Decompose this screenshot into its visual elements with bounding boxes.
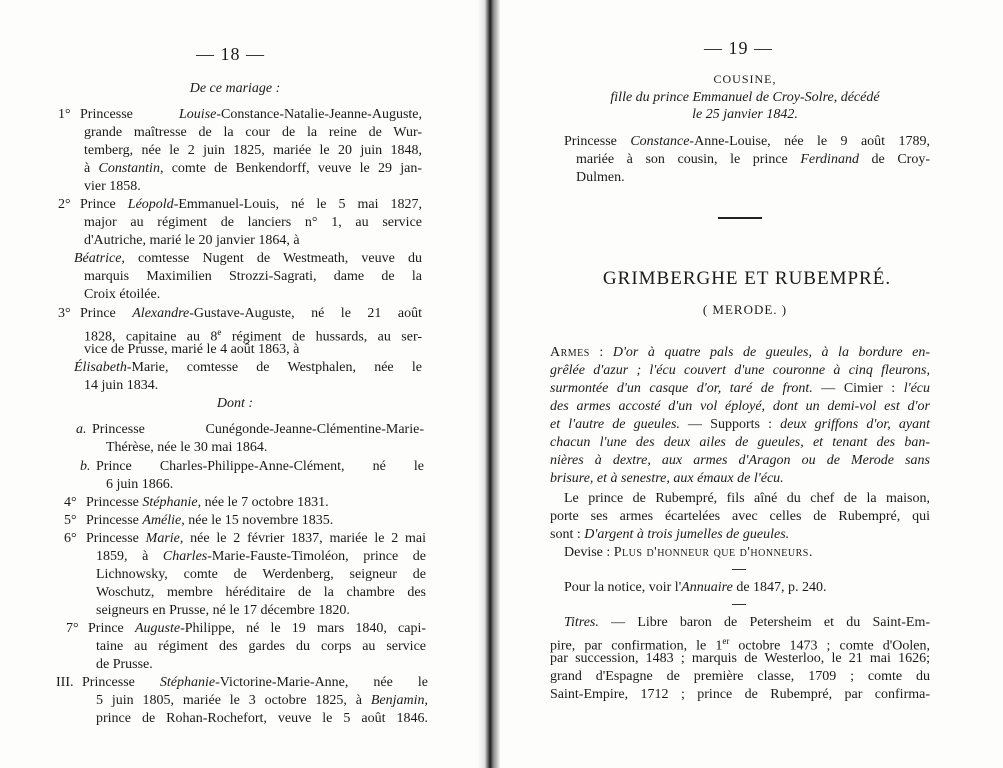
entry-2-line-3: d'Autriche, marié le 20 janvier 1864, à [84, 233, 300, 248]
entry-7-line-2: taine au régiment des gardes du corps au service [96, 639, 426, 654]
devise-line: Devise : Plus d'honneur que d'honneurs. [564, 545, 813, 560]
armes-line-2: grêlée d'azur ; l'écu couvert d'une couronne à cinq fleurons, [550, 363, 930, 378]
titres-line-4: grand d'Espagne de première classe, 1709 ; comte du [550, 669, 930, 684]
entry-3-line-4: Élisabeth-Marie, comtesse de Westphalen, née le [74, 360, 422, 375]
armes-line-8: brisure, et à senestre, aux émaux de l'écu. [550, 471, 784, 486]
entry-b-line-2: 6 juin 1866. [106, 477, 174, 492]
section-subtitle: ( MERODE. ) [702, 302, 788, 317]
entry-5-line: Princesse Amélie, née le 15 novembre 1835. [86, 513, 334, 528]
entry-3-line-5: 14 juin 1834. [84, 378, 159, 393]
entry-6-line-3: Lichnowsky, comte de Werdenberg, seigneur de [96, 567, 426, 582]
entry-III-line-3: prince de Rohan-Rochefort, veuve le 5 août 1846. [96, 711, 428, 726]
fille-line-1: fille du prince Emmanuel de Croy-Solre, décédé [610, 90, 880, 105]
entry-III-number: III. [56, 675, 74, 690]
armes-line-7: nières à dextre, aux armes d'Aragon ou de Merode sans [550, 453, 930, 468]
entry-6-line-2: 1859, à Charles-Marie-Fauste-Timoléon, prince de [96, 549, 426, 564]
constance-line-2: mariée à son cousin, le prince Ferdinand de Croy- [576, 152, 930, 167]
entry-6-line-1: Princesse Marie, née le 2 février 1837, mariée le 2 mai [86, 531, 426, 546]
entry-2-number: 2° [58, 197, 71, 212]
titres-line-1: Titres. — Libre baron de Petersheim et du Saint-Em- [564, 615, 930, 630]
entry-5-number: 5° [64, 513, 77, 528]
section-title: GRIMBERGHE ET RUBEMPRÉ. [602, 268, 892, 289]
entry-7-line-3: de Prusse. [96, 657, 153, 672]
notice-line: Pour la notice, voir l'Annuaire de 1847, p. 240. [564, 580, 827, 595]
entry-7-number: 7° [66, 621, 79, 636]
entry-1-line-1: Princesse Louise-Constance-Natalie-Jeanne-Auguste, [80, 107, 422, 122]
entry-3-line-2: 1828, capitaine au 8e régiment de hussards, au ser- [84, 327, 422, 345]
entry-2-line-4: Béatrice, comtesse Nugent de Westmeath, veuve du [74, 251, 422, 266]
entry-III-line-2: 5 juin 1805, mariée le 3 octobre 1825, à Benjamin, [96, 693, 428, 708]
entry-2-line-5: marquis Maximilien Strozzi-Sagrati, dame de la [84, 269, 422, 284]
entry-1-line-4: à Constantin, comte de Benkendorff, veuve le 29 jan- [84, 161, 423, 176]
entry-a-letter: a. [76, 422, 87, 437]
right-page [500, 0, 1003, 768]
entry-4-number: 4° [64, 495, 77, 510]
entry-1-number: 1° [58, 107, 71, 122]
heading-dont: Dont : [216, 396, 254, 411]
entry-6-line-5: seigneurs en Prusse, né le 17 décembre 1820. [96, 603, 350, 618]
armes-line-3: surmontée d'un casque d'or, taré de front. — Cimier : l'écu [550, 381, 930, 396]
page-number-left: — 18 — [196, 44, 265, 64]
entry-a-line-2: Thérèse, née le 30 mai 1864. [106, 440, 268, 455]
entry-III-line-1: Princesse Stéphanie-Victorine-Marie-Anne, née le [82, 675, 428, 690]
page-number-right: — 19 — [704, 38, 773, 58]
cousine-heading: COUSINE, [713, 72, 777, 86]
fille-line-2: le 25 janvier 1842. [692, 107, 798, 122]
entry-1-line-5: vier 1858. [84, 179, 141, 194]
left-page [0, 0, 478, 768]
titres-line-3: par succession, 1483 ; marquis de Westerloo, le 21 mai 1626; [550, 651, 930, 666]
entry-2-line-6: Croix étoilée. [84, 287, 161, 302]
titres-line-5: Saint-Empire, 1712 ; prince de Rubempré, par confirma- [550, 687, 930, 702]
prince-line-2: porte ses armes écartelées avec celles de Rubempré, qui [550, 509, 930, 524]
entry-4-line: Princesse Stéphanie, née le 7 octobre 1831. [86, 495, 329, 510]
dash-2 [732, 604, 746, 605]
entry-3-line-1: Prince Alexandre-Gustave-Auguste, né le 21 août [80, 306, 422, 321]
constance-line-3: Dulmen. [576, 170, 625, 185]
entry-3-line-3: vice de Prusse, marié le 4 août 1863, à [84, 342, 300, 357]
prince-line-1: Le prince de Rubempré, fils aîné du chef de la maison, [564, 491, 930, 506]
prince-line-3: sont : D'argent à trois jumelles de gueules. [550, 527, 790, 542]
entry-2-line-1: Prince Léopold-Emmanuel-Louis, né le 5 mai 1827, [80, 197, 422, 212]
book-gutter [478, 0, 500, 768]
entry-a-line-1: Princesse Cunégonde-Jeanne-Clémentine-Marie- [92, 422, 424, 437]
entry-2-line-2: major au régiment de lanciers n° 1, au service [84, 215, 422, 230]
entry-1-line-3: temberg, née le 2 juin 1825, mariée le 20 juin 1848, [84, 143, 422, 158]
section-rule [718, 217, 762, 219]
armes-line-6: chacun l'une des deux ailes de gueules, et tenant des ban- [550, 435, 930, 450]
entry-6-line-4: Woschutz, membre héréditaire de la chambre des [96, 585, 426, 600]
heading-de-ce-mariage: De ce mariage : [189, 81, 281, 96]
armes-line-5: et l'autre de gueules. — Supports : deux griffons d'or, ayant [550, 417, 930, 432]
entry-3-number: 3° [58, 306, 71, 321]
entry-b-letter: b. [80, 459, 91, 474]
entry-6-number: 6° [64, 531, 77, 546]
armes-line-1: Armes : D'or à quatre pals de gueules, à la bordure en- [550, 345, 930, 360]
dash-1 [732, 569, 746, 570]
entry-7-line-1: Prince Auguste-Philippe, né le 19 mars 1840, capi- [88, 621, 427, 636]
armes-line-4: des armes accosté d'un vol éployé, dont un demi-vol est d'or [550, 399, 930, 414]
titres-line-2: pire, par confirmation, le 1er octobre 1473 ; comte d'Oolen, [550, 636, 931, 654]
entry-1-line-2: grande maîtresse de la cour de la reine de Wur- [84, 125, 422, 140]
constance-line-1: Princesse Constance-Anne-Louise, née le 9 août 1789, [564, 134, 930, 149]
entry-b-line-1: Prince Charles-Philippe-Anne-Clément, né le [96, 459, 424, 474]
